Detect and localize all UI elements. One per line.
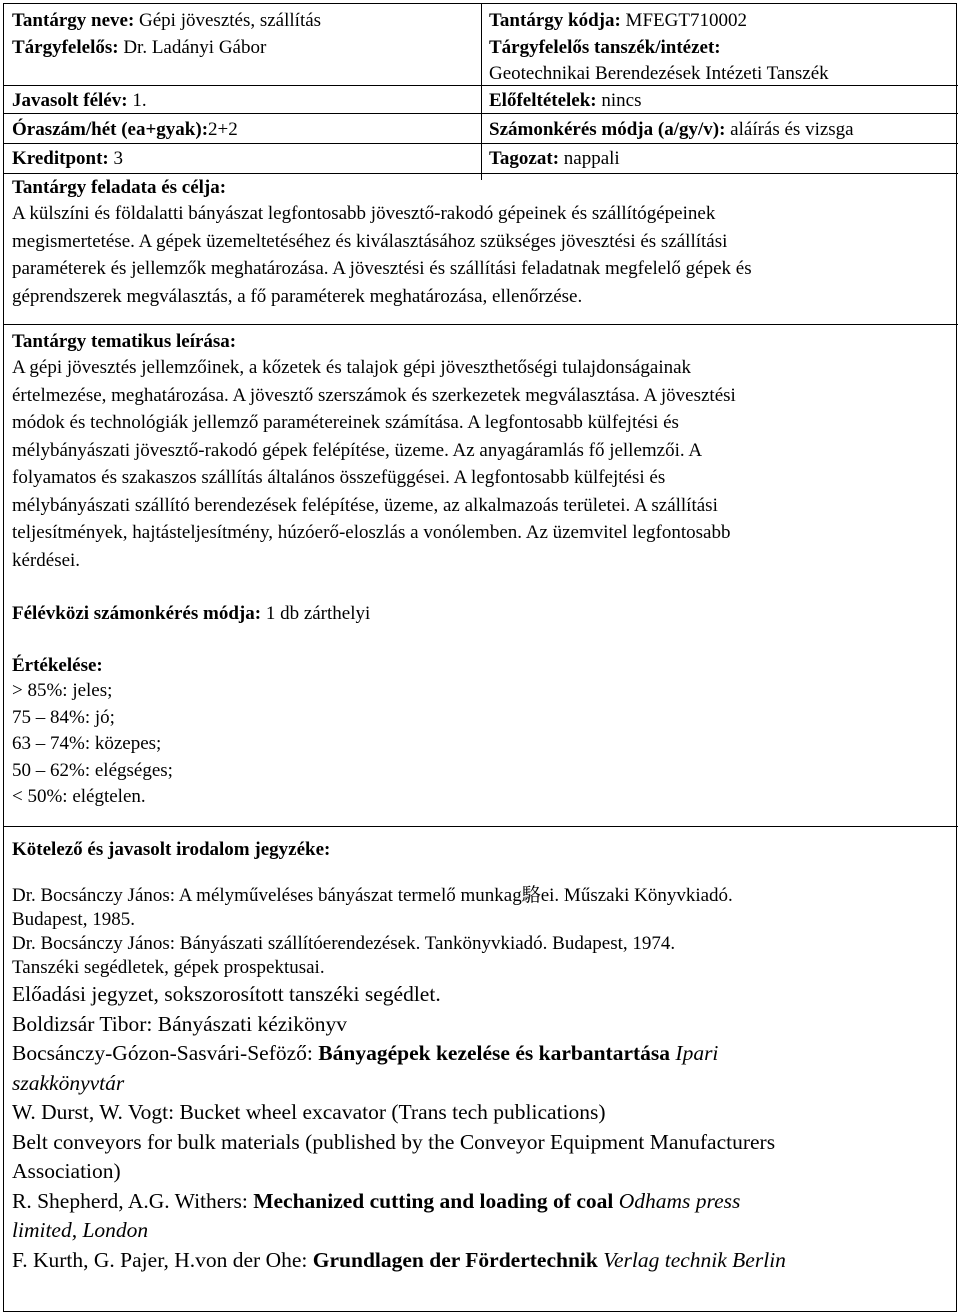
literature-title: Bányagépek kezelése és karbantartása [318, 1041, 671, 1065]
subject-name-label: Tantárgy neve: [12, 10, 135, 31]
exam-type-value: aláírás és vizsga [730, 119, 854, 140]
literature-item: Előadási jegyzet, sokszorosított tanszéki segédlet. [12, 982, 441, 1006]
subject-code-label: Tantárgy kódja: [489, 10, 621, 31]
grade-line: 63 – 74%: közepes; [12, 733, 162, 754]
literature-item: Boldizsár Tibor: Bányászati kézikönyv [12, 1011, 348, 1036]
literature-item: Budapest, 1985. [12, 909, 135, 930]
literature-item [12, 1216, 948, 1246]
course-header [4, 4, 956, 184]
exam-type [489, 119, 854, 141]
literature-author: F. Kurth, G. Pajer, H.von der Ohe: [12, 1247, 308, 1272]
topics-line: folyamatos és szakaszos szállítás általános összefüggései. A legfontosabb külfejtési és [12, 467, 666, 488]
goal-line: megismertetése. A gépek üzemeltetéséhez és kiválasztásához szükséges jövesztési és szállítási [12, 230, 728, 252]
literature-publisher: szakkönyvtár [12, 1070, 125, 1095]
responsible-label: Tárgyfelelős: [12, 37, 119, 58]
goal-line: paraméterek és jellemzők meghatározása. A jövesztési és szállítási feladatnak megfelelő gépek és [12, 258, 752, 279]
responsible [12, 37, 266, 59]
semester-value: 1. [132, 90, 147, 111]
section-divider [4, 826, 958, 827]
hours-value: 2+2 [208, 119, 238, 140]
midterm-label: Félévközi számonkérés módja: [12, 603, 262, 624]
subject-code-value: MFEGT710002 [625, 10, 747, 31]
topics-line: mélybányászati jövesztő-rakodó gépek felépítése, üzeme. Az anyagáramlás fő jellemzői. A [12, 439, 703, 461]
semester [12, 90, 147, 112]
prerequisites-value: nincs [601, 90, 642, 111]
goal-line: A külszíni és földalatti bányászat legfontosabb jövesztő-rakodó gépeinek és szállítógépeinek [12, 203, 716, 224]
literature-publisher: Ipari [675, 1041, 719, 1065]
department-label: Tárgyfelelős tanszék/intézet: [489, 37, 721, 58]
subject-code [489, 10, 747, 32]
literature-item [12, 1069, 948, 1099]
study-mode [489, 148, 620, 170]
topics-line: kérdései. [12, 549, 81, 571]
literature-publisher: limited, London [12, 1218, 149, 1242]
grade-line: 75 – 84%: jó; [12, 706, 115, 728]
topics-section [12, 330, 948, 574]
department-value: Geotechnikai Berendezések Intézeti Tanszék [489, 63, 829, 84]
literature-author: Bocsánczy-Gózon-Sasvári-Seföző: [12, 1041, 313, 1065]
credit-value: 3 [113, 148, 124, 169]
credit-label: Kreditpont: [12, 148, 109, 169]
literature-title: Grundlagen der Fördertechnik [312, 1247, 598, 1272]
midterm-value: 1 db zárthelyi [265, 603, 371, 624]
goal-heading: Tantárgy feladata és célja: [12, 177, 227, 198]
literature-item: Belt conveyors for bulk materials (published by the Conveyor Equipment Manufacturers [12, 1129, 776, 1154]
header-row-divider [4, 85, 958, 86]
header-row-divider [4, 143, 958, 144]
literature-list [12, 884, 948, 1275]
literature-item: Tanszéki segédletek, gépek prospektusai. [12, 957, 325, 978]
credit [12, 148, 123, 170]
topics-line: módok és technológiák jellemző paramétereinek számítása. A legfontosabb külfejtési és [12, 412, 679, 433]
grade-line: 50 – 62%: elégséges; [12, 759, 173, 781]
header-column-divider [481, 4, 482, 180]
department-value-row [489, 63, 829, 85]
midterm-section [12, 600, 948, 628]
literature-heading: Kötelező és javasolt irodalom jegyzéke: [12, 839, 331, 860]
grading-heading: Értékelése: [12, 655, 103, 676]
topics-line: teljesítmények, hajtásteljesítmény, húzóerő-eloszlás a vonólemben. Az üzemvitel legfontosabb [12, 522, 731, 543]
prerequisites [489, 90, 641, 112]
department-label-row [489, 37, 721, 59]
exam-type-label: Számonkérés módja (a/gy/v): [489, 119, 726, 140]
hours-label: Óraszám/hét (ea+gyak): [12, 119, 209, 140]
study-mode-label: Tagozat: [489, 148, 560, 169]
header-row-divider [4, 113, 958, 114]
grade-line: > 85%: jeles; [12, 680, 113, 701]
topics-line: A gépi jövesztés jellemzőinek, a kőzetek és talajok gépi jöveszthetőségi tulajdonságainak [12, 357, 692, 378]
study-mode-value: nappali [563, 148, 620, 169]
literature-item [12, 1039, 948, 1069]
literature-item [12, 1246, 948, 1276]
section-divider [4, 324, 958, 325]
topics-line: mélybányászati szállító berendezések felépítése, üzeme, az alkalmazoás területei. A szállítási [12, 494, 718, 516]
literature-publisher: Verlag technik Berlin [603, 1247, 786, 1272]
semester-label: Javasolt félév: [12, 90, 128, 111]
literature-publisher: Odhams press [618, 1188, 741, 1213]
literature-item: Dr. Bocsánczy János: A mélyműveléses bányászat termelő munkag駱ei. Műszaki Könyvkiadó. [12, 885, 733, 906]
literature-title: Mechanized cutting and loading of coal [253, 1188, 614, 1213]
literature-item [12, 1187, 948, 1217]
grade-line: < 50%: elégtelen. [12, 786, 146, 807]
goal-line: géprendszerek megválasztás, a fő paraméterek meghatározása, ellenőrzése. [12, 285, 583, 307]
goal-section [12, 176, 948, 310]
subject-name [12, 10, 321, 32]
subject-name-value: Gépi jövesztés, szállítás [139, 10, 322, 31]
grading-section [12, 654, 948, 811]
responsible-value: Dr. Ladányi Gábor [123, 37, 267, 58]
literature-author: R. Shepherd, A.G. Withers: [12, 1188, 248, 1213]
literature-item: Association) [12, 1159, 121, 1183]
topics-heading: Tantárgy tematikus leírása: [12, 331, 237, 352]
header-row-divider [4, 173, 958, 174]
hours [12, 119, 238, 141]
prerequisites-label: Előfeltételek: [489, 90, 597, 111]
literature-heading-row [12, 838, 948, 862]
literature-item: Dr. Bocsánczy János: Bányászati szállítóerendezések. Tankönyvkiadó. Budapest, 1974. [12, 933, 676, 954]
literature-item: W. Durst, W. Vogt: Bucket wheel excavator (Trans tech publications) [12, 1100, 606, 1124]
topics-line: értelmezése, meghatározása. A jövesztő szerszámok és szerkezetek megválasztása. A jövesztési [12, 384, 736, 406]
course-datasheet-table [3, 3, 957, 1312]
